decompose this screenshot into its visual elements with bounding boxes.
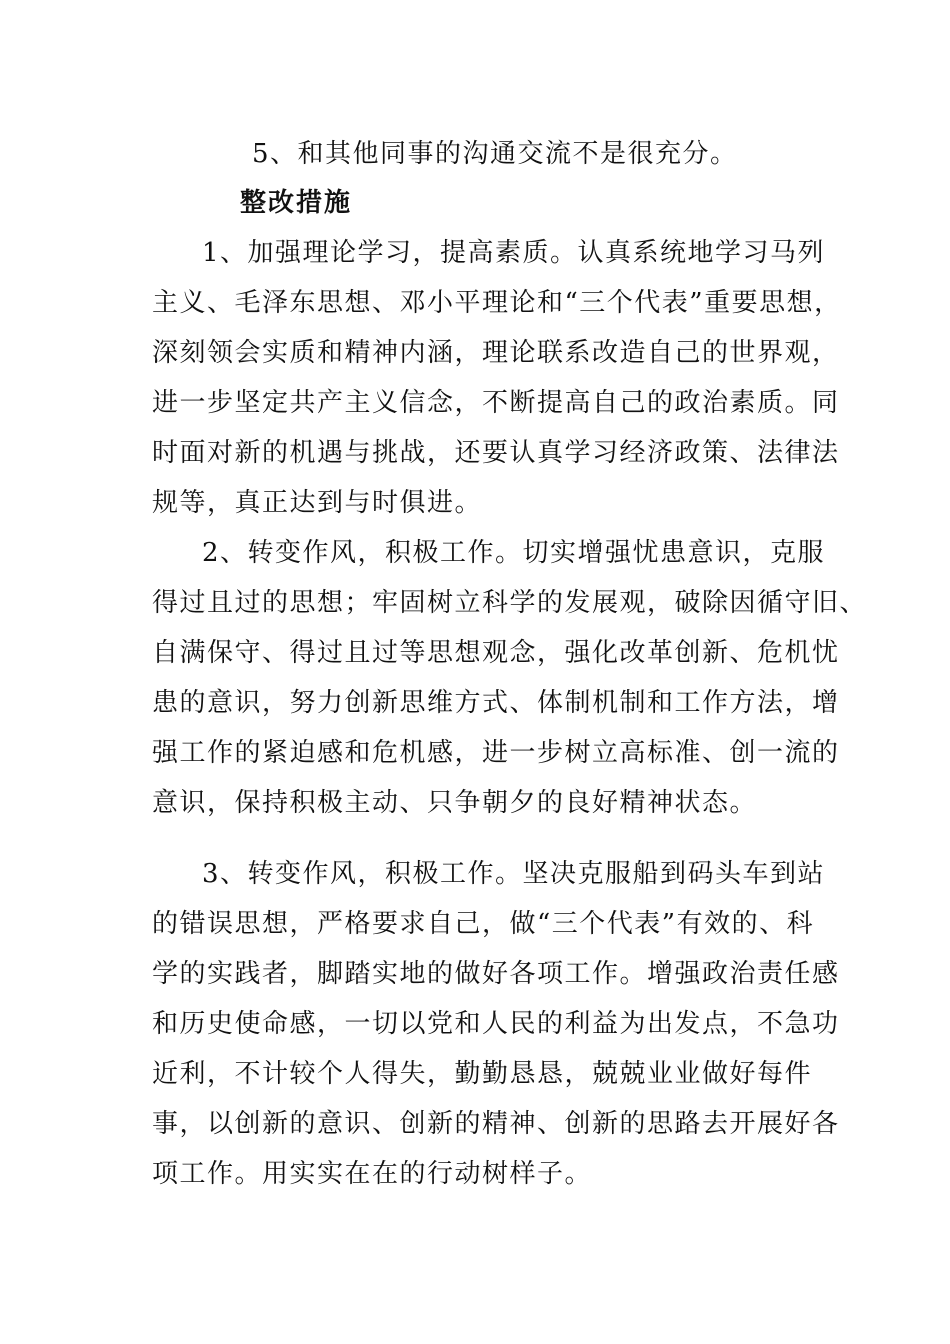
paragraph-1-line-6: 规等，真正达到与时俱进。: [152, 488, 483, 518]
paragraph-3-line-6: 事，以创新的意识、创新的精神、创新的思路去开展好各: [152, 1109, 840, 1139]
paragraph-3-line-1: 3、转变作风，积极工作。坚决克服船到码头车到站: [202, 859, 826, 889]
paragraph-3-line-2: 的错误思想，严格要求自己，做“三个代表”有效的、科: [152, 909, 815, 939]
paragraph-1-line-4: 进一步坚定共产主义信念，不断提高自己的政治素质。同: [152, 388, 840, 418]
intro-line: 5、和其他同事的沟通交流不是很充分。: [252, 139, 738, 169]
paragraph-1-line-1: 1、加强理论学习，提高素质。认真系统地学习马列: [202, 238, 826, 268]
section-heading: 整改措施: [240, 188, 353, 218]
paragraph-2-line-6: 意识，保持积极主动、只争朝夕的良好精神状态。: [152, 788, 758, 818]
paragraph-3-line-3: 学的实践者，脚踏实地的做好各项工作。增强政治责任感: [152, 959, 840, 989]
paragraph-2-line-4: 患的意识，努力创新思维方式、体制机制和工作方法，增: [152, 688, 840, 718]
paragraph-2-line-3: 自满保守、得过且过等思想观念，强化改革创新、危机忧: [152, 638, 840, 668]
paragraph-2-line-1: 2、转变作风，积极工作。切实增强忧患意识，克服: [202, 538, 826, 568]
paragraph-2-line-5: 强工作的紧迫感和危机感，进一步树立高标准、创一流的: [152, 738, 840, 768]
paragraph-1-line-3: 深刻领会实质和精神内涵，理论联系改造自己的世界观，: [152, 338, 840, 368]
paragraph-3-line-7: 项工作。用实实在在的行动树样子。: [152, 1159, 593, 1189]
paragraph-3-line-4: 和历史使命感，一切以党和人民的利益为出发点，不急功: [152, 1009, 840, 1039]
paragraph-1-line-2: 主义、毛泽东思想、邓小平理论和“三个代表”重要思想，: [152, 288, 842, 318]
paragraph-2-line-2: 得过且过的思想；牢固树立科学的发展观，破除因循守旧、: [152, 588, 868, 618]
paragraph-3-line-5: 近利，不计较个人得失，勤勤恳恳，兢兢业业做好每件: [152, 1059, 813, 1089]
paragraph-1-line-5: 时面对新的机遇与挑战，还要认真学习经济政策、法律法: [152, 438, 840, 468]
